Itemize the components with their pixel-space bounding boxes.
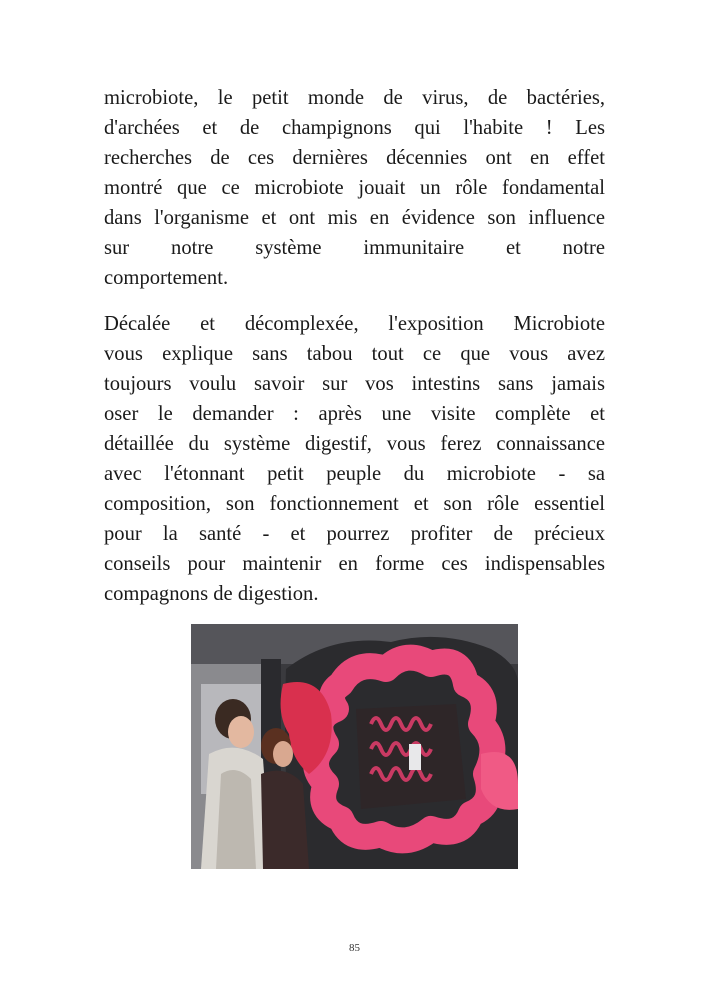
text-line: dans l'organisme et ont mis en évidence son influence bbox=[104, 207, 605, 229]
text-line: oser le demander : après une visite complète et bbox=[104, 403, 605, 425]
text-line: d'archées et de champignons qui l'habite ! Les bbox=[104, 117, 605, 139]
text-line: montré que ce microbiote jouait un rôle fondamental bbox=[104, 177, 605, 199]
text-line: détaillée du système digestif, vous ferez connaissance bbox=[104, 433, 605, 455]
text-line: sur notre système immunitaire et notre bbox=[104, 237, 605, 259]
text-line: Décalée et décomplexée, l'exposition Microbiote bbox=[104, 313, 605, 335]
text-line: microbiote, le petit monde de virus, de bactéries, bbox=[104, 87, 605, 109]
text-line: recherches de ces dernières décennies ont en effet bbox=[104, 147, 605, 169]
text-line: vous explique sans tabou tout ce que vous avez bbox=[104, 343, 605, 365]
text-line: toujours voulu savoir sur vos intestins sans jamais bbox=[104, 373, 605, 395]
text-line: comportement. bbox=[104, 267, 229, 289]
exhibition-photo bbox=[191, 624, 518, 869]
text-line: conseils pour maintenir en forme ces indispensables bbox=[104, 553, 605, 575]
text-line: compagnons de digestion. bbox=[104, 583, 319, 605]
paragraph-1 bbox=[104, 83, 605, 293]
text-line: avec l'étonnant petit peuple du microbiote - sa bbox=[104, 463, 605, 485]
paragraph-2 bbox=[104, 309, 605, 609]
text-line: pour la santé - et pourrez profiter de précieux bbox=[104, 523, 605, 545]
page-number: 85 bbox=[349, 942, 360, 954]
text-line: composition, son fonctionnement et son rôle essentiel bbox=[104, 493, 605, 515]
